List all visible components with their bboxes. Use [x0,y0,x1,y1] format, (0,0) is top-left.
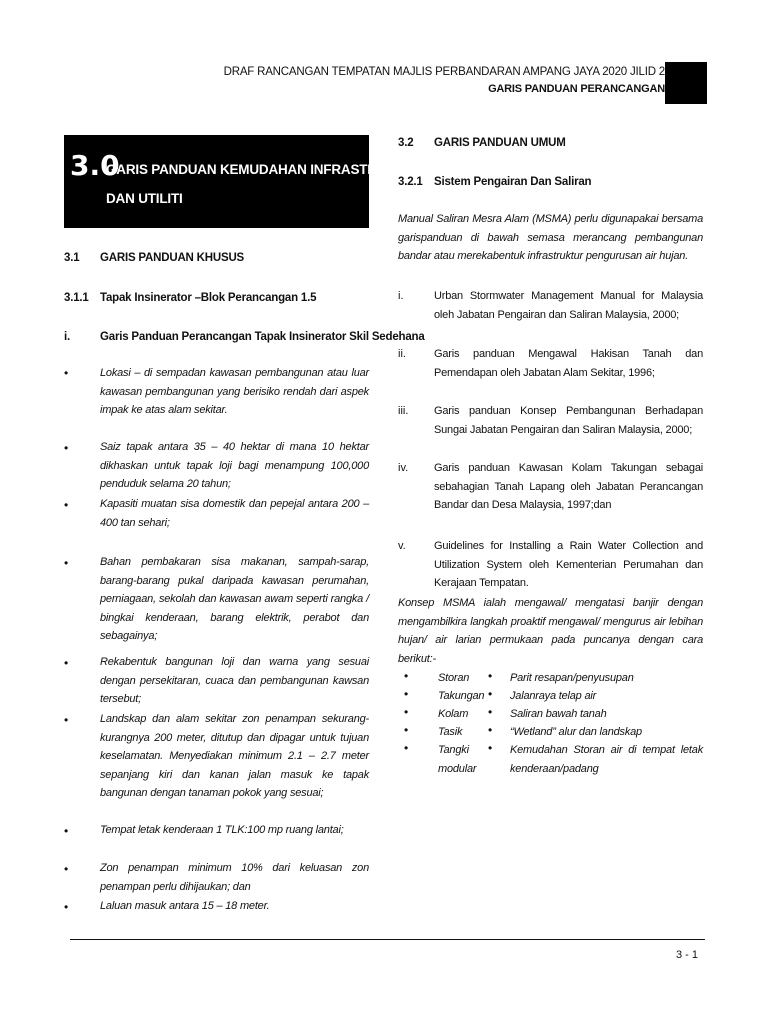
msma-methods-list [398,669,703,779]
bullet-text: Kapasiti muatan sisa domestik dan pepejal antara 200 – 400 tan sehari; [100,498,369,529]
method-col2: Kemudahan Storan air di tempat letak kenderaan/padang [510,744,703,775]
section-3-1-1-number: 3.1.1 [64,292,89,304]
bullet-marker: • [64,366,69,380]
bullet-marker: • [64,656,69,670]
chapter-title-line1: GARIS PANDUAN KEMUDAHAN INFRASTRUKTUR [106,162,424,177]
bullet-marker: • [404,705,409,719]
bullet-marker: • [404,687,409,701]
reference-text: Guidelines for Installing a Rain Water Collection and Utilization System oleh Kementerian Perumahan dan Kerajaan Tempatan. [434,540,703,589]
bullet-marker: • [488,705,493,719]
bullet-text: Landskap dan alam sekitar zon penampan sekurang-kurangnya 200 meter, ditutup dan dipagar untuk tujuan keselamatan. Menyediakan minimum 2.1 – 2.7 meter sepanjang kiri dan kanan jalan masuk ke tapak bangunan dengan tanaman pokok yang sesuai; [100,713,369,799]
bullet-marker: • [64,498,69,512]
bullet-marker: • [488,687,493,701]
subsection-i-number: i. [64,331,70,343]
bullet-marker: • [404,669,409,683]
bullet-text: Tempat letak kenderaan 1 TLK:100 mp ruang lantai; [100,824,344,836]
bullet-marker: • [64,713,69,727]
list-item [398,687,703,705]
bullet-marker: • [64,824,69,838]
footer-rule [70,939,705,940]
section-3-2-1-title: Sistem Pengairan Dan Saliran [434,176,592,188]
method-col1: Tasik [438,726,463,738]
bullet-marker: • [64,862,69,876]
bullet-marker: • [64,441,69,455]
method-col2: Parit resapan/penyusupan [510,672,634,684]
document-title: DRAF RANCANGAN TEMPATAN MAJLIS PERBANDARAN AMPANG JAYA 2020 JILID 2 [223,66,665,78]
section-3-1-number: 3.1 [64,252,80,264]
reference-number: v. [398,540,406,552]
bullet-marker: • [404,723,409,737]
bullet-text: Lokasi – di sempadan kawasan pembangunan atau luar kawasan pembangunan yang berisiko rendah dari aspek impak ke atas alam sekitar. [100,367,369,416]
reference-text: Garis panduan Mengawal Hakisan Tanah dan Pemendapan oleh Jabatan Alam Sekitar, 1996; [434,348,703,379]
msma-intro-paragraph: Manual Saliran Mesra Alam (MSMA) perlu digunapakai bersama garispanduan di bawah semasa merancang pembangunan bandar atau merekabentuk infrastruktur pengurusan air hujan. [398,213,703,262]
bullet-marker: • [404,741,409,755]
bullet-marker: • [64,900,69,914]
method-col1: Storan [438,672,470,684]
section-3-1-title: GARIS PANDUAN KHUSUS [100,252,245,264]
bullet-text: Bahan pembakaran sisa makanan, sampah-sarap, barang-barang pukal daripada kawasan perumahan, perniagaan, sekolah dan kawasan awam seperti rangka / bingkai kenderaan, barang elektrik, perabot dan sebagainya; [100,556,369,642]
section-3-2-title: GARIS PANDUAN UMUM [434,137,566,149]
reference-number: ii. [398,348,406,360]
subsection-i-title: Garis Panduan Perancangan Tapak Insinerator Skil Sedehana [100,331,425,343]
list-item [398,705,703,723]
reference-text: Garis panduan Kawasan Kolam Takungan sebagai sebahagian Tanah Lapang oleh Jabatan Perancangan Bandar dan Desa Malaysia, 1997;dan [434,462,703,511]
bullet-text: Saiz tapak antara 35 – 40 hektar di mana 10 hektar dikhaskan untuk tapak loji bagi menampung 100,000 penduduk selama 20 tahun; [100,441,369,490]
bullet-text: Rekabentuk bangunan loji dan warna yang sesuai dengan persekitaran, cuaca dan pembangunan kawsan tersebut; [100,656,369,705]
method-col2: Saliran bawah tanah [510,708,607,720]
reference-number: i. [398,290,404,302]
bullet-marker: • [488,669,493,683]
reference-number: iv. [398,462,409,474]
reference-text: Garis panduan Konsep Pembangunan Berhadapan Sungai Jabatan Pengairan dan Saliran Malaysia, 2000; [434,405,703,436]
list-item [398,723,703,741]
section-3-2-number: 3.2 [398,137,414,149]
method-col2: Jalanraya telap air [510,690,597,702]
document-subtitle: GARIS PANDUAN PERANCANGAN [488,83,665,95]
reference-number: iii. [398,405,409,417]
list-item [398,669,703,687]
section-3-1-1-title: Tapak Insinerator –Blok Perancangan 1.5 [100,292,317,304]
method-col1: Tangki modular [438,744,477,775]
section-3-2-1-number: 3.2.1 [398,176,423,188]
method-col2: “Wetland” alur dan landskap [510,726,642,738]
msma-concept-paragraph: Konsep MSMA ialah mengawal/ mengatasi banjir dengan mengambilkira langkah proaktif mengawal/ mengurus air lebihan hujan/ air larian permukaan pada puncanya dengan cara berikut:- [398,597,703,665]
bullet-text: Laluan masuk antara 15 – 18 meter. [100,900,270,912]
bullet-marker: • [64,556,69,570]
bullet-marker: • [488,741,493,755]
page-number: 3 - 1 [676,949,699,961]
chapter-number: 3.0 [70,149,120,182]
method-col1: Kolam [438,708,469,720]
list-item [398,741,703,779]
header-black-block [665,62,707,104]
bullet-text: Zon penampan minimum 10% dari keluasan zon penampan perlu dihijaukan; dan [100,862,369,893]
chapter-title-line2: DAN UTILITI [106,191,183,206]
reference-text: Urban Stormwater Management Manual for Malaysia oleh Jabatan Pengairan dan Saliran Malaysia, 2000; [434,290,703,321]
method-col1: Takungan [438,690,485,702]
bullet-marker: • [488,723,493,737]
